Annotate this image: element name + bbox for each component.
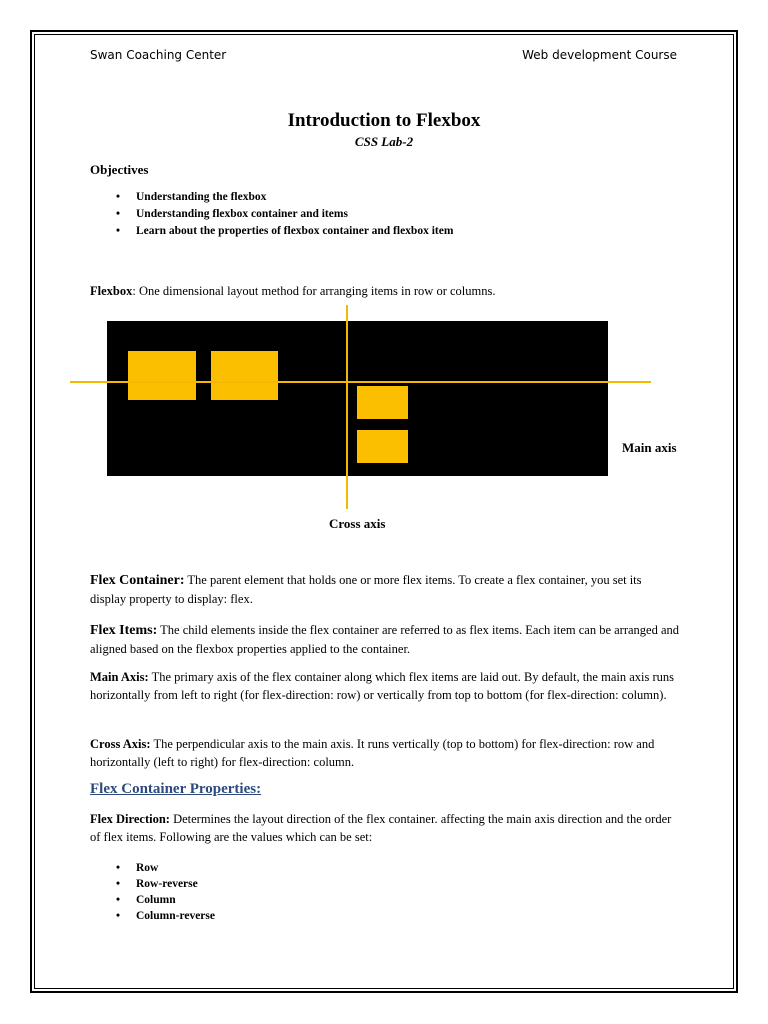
definition-term: Flex Container: (90, 573, 185, 588)
flex-item-box (128, 351, 196, 400)
main-axis-line (70, 381, 651, 383)
doc-subtitle: CSS Lab-2 (354, 134, 414, 149)
list-item: • Row-reverse (116, 876, 215, 892)
flexbox-def-text: : One dimensional layout method for arranging items in row or columns. (132, 284, 496, 298)
definition-flex-items (90, 621, 680, 658)
definition-text: Determines the layout direction of the flex container. affecting the main axis direction and the order of flex items. Following are the values which can be set: (90, 812, 672, 844)
definition-term: Flex Items: (90, 623, 158, 638)
definition-term: Flex Direction: (90, 812, 170, 826)
objectives-heading: Objectives (90, 162, 149, 177)
cross-axis-label: Cross axis (329, 516, 386, 531)
objective-item: • Understanding flexbox container and items (116, 206, 453, 223)
definition-term: Cross Axis: (90, 737, 151, 751)
definition-flex-direction (90, 810, 680, 846)
list-item: • Row (116, 860, 215, 876)
objective-item: • Understanding the flexbox (116, 189, 453, 206)
section-heading: Flex Container Properties: (90, 781, 262, 797)
header-left: Swan Coaching Center (90, 48, 227, 62)
flex-item-box (357, 386, 408, 419)
definition-term: Main Axis: (90, 670, 149, 684)
definition-text: The child elements inside the flex container are referred to as flex items. Each item can be arranged and aligned based on the flexbox properties applied to the container. (90, 623, 680, 656)
definition-main-axis (90, 668, 680, 704)
definition-flex-container (90, 571, 680, 608)
list-item: • Column (116, 892, 215, 908)
flex-item-box (211, 351, 278, 400)
objectives-list (116, 189, 453, 240)
doc-title: Introduction to Flexbox (287, 110, 481, 131)
definition-text: The perpendicular axis to the main axis. It runs vertically (top to bottom) for flex-direction: row and horizontally (left to right) for flex-direction: column. (90, 737, 655, 769)
cross-axis-line (346, 305, 348, 509)
flexbox-term: Flexbox (90, 284, 133, 298)
flexbox-definition (90, 282, 680, 300)
definition-text: The primary axis of the flex container along which flex items are laid out. By default, the main axis runs horizontally from left to right (for flex-direction: row) or vertically from top to bottom (for flex-direction: column). (90, 670, 674, 702)
flex-direction-values (116, 860, 215, 924)
main-axis-label: Main axis (622, 440, 677, 455)
header-right: Web development Course (522, 48, 677, 62)
flex-item-box (357, 430, 408, 463)
list-item: • Column-reverse (116, 908, 215, 924)
definition-cross-axis (90, 735, 680, 771)
objective-item: • Learn about the properties of flexbox container and flexbox item (116, 223, 453, 240)
definition-text: The parent element that holds one or more flex items. To create a flex container, you set its display property to display: flex. (90, 573, 642, 606)
